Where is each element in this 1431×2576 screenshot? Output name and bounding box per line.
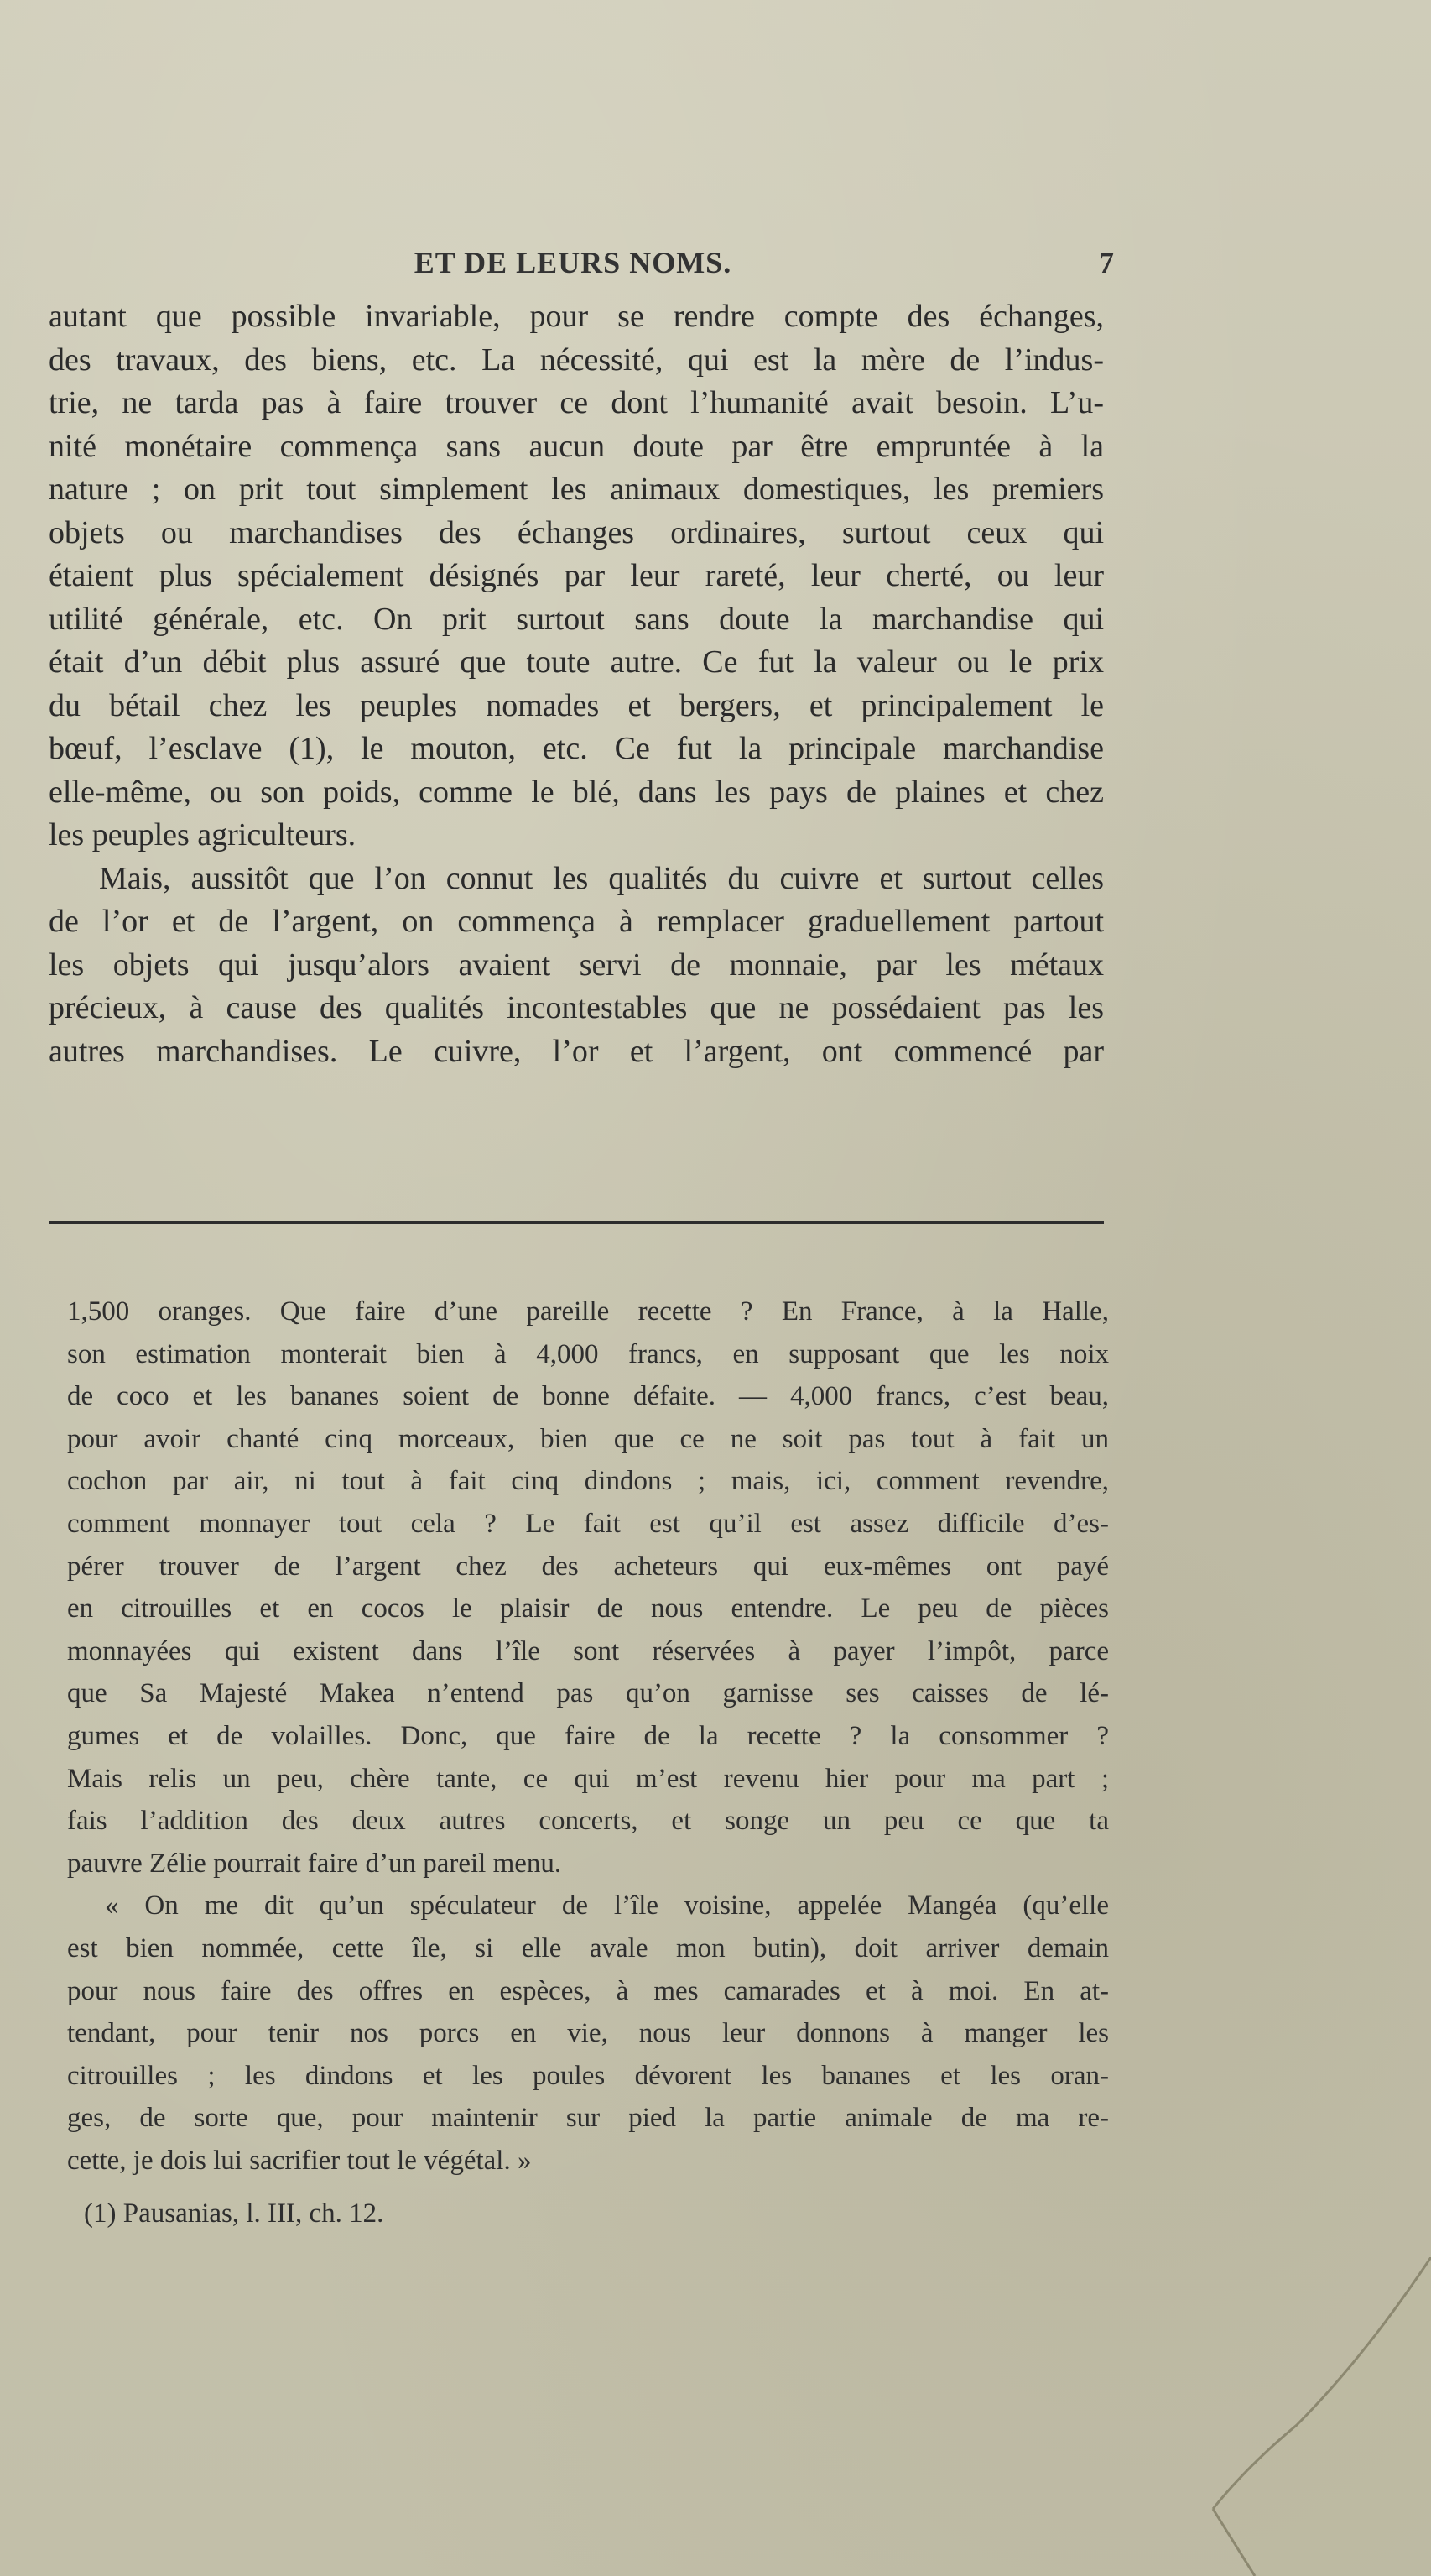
text-line: utilité générale, etc. On prit surtout sans doute la marchandise qui: [49, 601, 1104, 637]
text-line: les objets qui jusqu’alors avaient servi de monnaie, par les métaux: [49, 946, 1104, 983]
note-line: pour avoir chanté cinq morceaux, bien que ce ne soit pas tout à fait un: [67, 1423, 1109, 1454]
page-number: 7: [1099, 246, 1114, 279]
note-line: de coco et les bananes soient de bonne défaite. — 4,000 francs, c’est beau,: [67, 1381, 1109, 1412]
note-line: gumes et de volailles. Donc, que faire de la recette ? la consommer ?: [67, 1720, 1109, 1751]
footnote: (1) Pausanias, l. III, ch. 12.: [84, 2198, 384, 2229]
note-line: en citrouilles et en cocos le plaisir de nous entendre. Le peu de pièces: [67, 1593, 1109, 1624]
text-line: nature ; on prit tout simplement les animaux domestiques, les premiers: [49, 472, 1104, 507]
main-text: [49, 295, 1104, 1073]
text-line: bœuf, l’esclave (1), le mouton, etc. Ce fut la principale marchandise: [49, 731, 1104, 766]
note-continuation: [67, 1291, 1109, 2182]
note-line: tendant, pour tenir nos porcs en vie, nous leur donnons à manger les: [67, 2018, 1109, 2049]
note-line: que Sa Majesté Makea n’entend pas qu’on garnisse ses caisses de lé-: [67, 1678, 1109, 1709]
text-line: était d’un débit plus assuré que toute autre. Ce fut la valeur ou le prix: [49, 644, 1104, 680]
text-line: objets ou marchandises des échanges ordinaires, surtout ceux qui: [49, 514, 1104, 550]
text-line: du bétail chez les peuples nomades et bergers, et principalement le: [49, 687, 1104, 723]
note-line: cette, je dois lui sacrifier tout le végétal. »: [67, 2145, 532, 2176]
note-line: « On me dit qu’un spéculateur de l’île voisine, appelée Mangéa (qu’elle: [105, 1890, 1109, 1922]
note-line: pauvre Zélie pourrait faire d’un pareil menu.: [67, 1848, 562, 1879]
text-line: de l’or et de l’argent, on commença à remplacer graduellement partout: [49, 904, 1104, 939]
text-line: autres marchandises. Le cuivre, l’or et l’argent, ont commencé par: [49, 1033, 1104, 1069]
text-line: autant que possible invariable, pour se rendre compte des échanges,: [49, 299, 1104, 334]
page-corner-stain: [1179, 2257, 1431, 2576]
text-line: elle-même, ou son poids, comme le blé, dans les pays de plaines et chez: [49, 774, 1104, 810]
note-line: cochon par air, ni tout à fait cinq dindons ; mais, ici, comment revendre,: [67, 1466, 1109, 1497]
running-head: ET DE LEURS NOMS.: [414, 246, 732, 279]
note-line: Mais relis un peu, chère tante, ce qui m’est revenu hier pour ma part ;: [67, 1763, 1109, 1794]
note-line: son estimation monterait bien à 4,000 francs, en supposant que les noix: [67, 1338, 1109, 1369]
note-line: ges, de sorte que, pour maintenir sur pied la partie animale de ma re-: [67, 2103, 1109, 2134]
text-line: Mais, aussitôt que l’on connut les qualités du cuivre et surtout celles: [99, 860, 1104, 896]
footnote-divider: [49, 1221, 1104, 1224]
note-line: pour nous faire des offres en espèces, à mes camarades et à moi. En at-: [67, 1975, 1109, 2006]
note-line: fais l’addition des deux autres concerts, et songe un peu ce que ta: [67, 1806, 1109, 1837]
text-line: trie, ne tarda pas à faire trouver ce dont l’humanité avait besoin. L’u-: [49, 385, 1104, 420]
text-line: étaient plus spécialement désignés par leur rareté, leur cherté, ou leur: [49, 558, 1104, 593]
text-line: des travaux, des biens, etc. La nécessité, qui est la mère de l’indus-: [49, 342, 1104, 378]
page-header: [49, 245, 1114, 287]
note-line: est bien nommée, cette île, si elle avale mon butin), doit arriver demain: [67, 1932, 1109, 1963]
note-line: comment monnayer tout cela ? Le fait est qu’il est assez difficile d’es-: [67, 1508, 1109, 1539]
note-line: citrouilles ; les dindons et les poules dévorent les bananes et les oran-: [67, 2060, 1109, 2091]
note-line: 1,500 oranges. Que faire d’une pareille recette ? En France, à la Halle,: [67, 1296, 1109, 1327]
note-line: pérer trouver de l’argent chez des acheteurs qui eux-mêmes ont payé: [67, 1551, 1109, 1582]
text-line: nité monétaire commença sans aucun doute par être empruntée à la: [49, 428, 1104, 464]
text-line: les peuples agriculteurs.: [49, 817, 356, 853]
note-line: monnayées qui existent dans l’île sont réservées à payer l’impôt, parce: [67, 1635, 1109, 1666]
text-line: précieux, à cause des qualités incontestables que ne possédaient pas les: [49, 990, 1104, 1025]
